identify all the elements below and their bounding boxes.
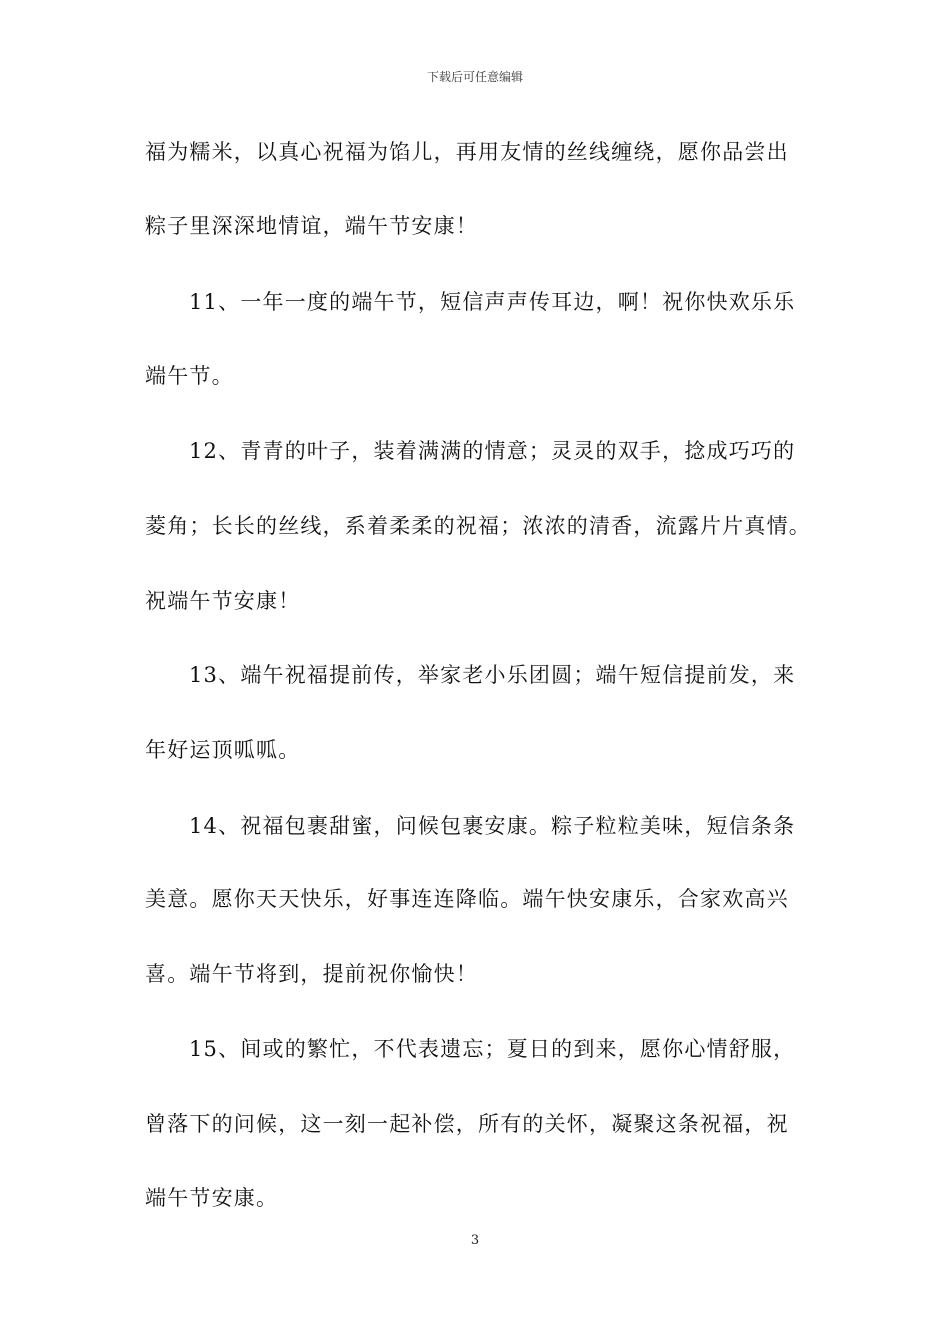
body-line: 菱角；长长的丝线，系着柔柔的祝福；浓浓的清香，流露片片真情。: [145, 514, 811, 538]
body-line: 端午节安康。: [145, 1186, 279, 1210]
page-number: 3: [470, 1233, 480, 1248]
body-line: 11、一年一度的端午节，短信声声传耳边，啊！祝你快欢乐乐: [189, 290, 796, 314]
body-line: 年好运顶呱呱。: [145, 738, 301, 762]
body-line: 福为糯米，以真心祝福为馅儿，再用友情的丝线缠绕，愿你品尝出: [145, 140, 789, 164]
body-line: 粽子里深深地情谊，端午节安康！: [145, 214, 478, 238]
page-header: 下载后可任意编辑: [426, 70, 523, 84]
body-line: 12、青青的叶子，装着满满的情意；灵灵的双手，捻成巧巧的: [189, 439, 796, 463]
body-line: 14、祝福包裹甜蜜，问候包裹安康。粽子粒粒美味，短信条条: [189, 814, 796, 838]
body-line: 端午节。: [145, 364, 234, 388]
body-line: 13、端午祝福提前传，举家老小乐团圆；端午短信提前发，来: [189, 663, 796, 687]
body-line: 曾落下的问候，这一刻一起补偿，所有的关怀，凝聚这条祝福，祝: [145, 1112, 789, 1136]
body-line: 祝端午节安康！: [145, 589, 301, 613]
body-line: 15、间或的繁忙，不代表遗忘；夏日的到来，愿你心情舒服，: [189, 1037, 796, 1061]
body-line: 喜。端午节将到，提前祝你愉快！: [145, 962, 478, 986]
body-line: 美意。愿你天天快乐，好事连连降临。端午快安康乐，合家欢高兴: [145, 887, 789, 911]
